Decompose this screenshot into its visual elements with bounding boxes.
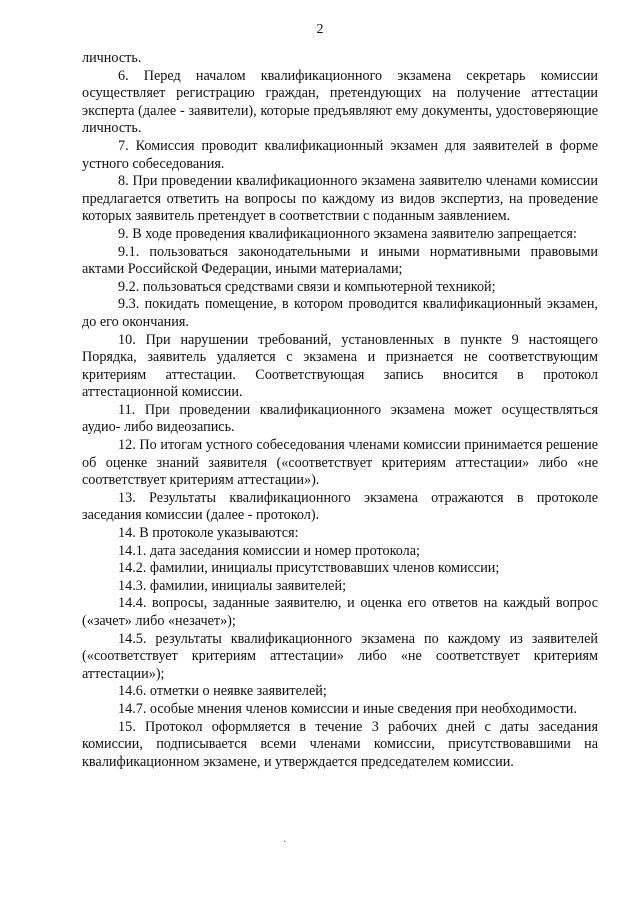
paragraph: 12. По итогам устного собеседования членами комиссии принимается решение об оценке знаний заявителя («соответствует критериям аттестации» либо «не соответствует критериям аттестации»). (82, 437, 598, 489)
paragraph: 10. При нарушении требований, установленных в пункте 9 настоящего Порядка, заявитель удаляется с экзамена и признается не соответствующим критериям аттестации. Соответствующая запись вносится в протокол аттестационной комиссии. (82, 331, 598, 401)
page-number: 2 (316, 22, 324, 37)
paragraph: 7. Комиссия проводит квалификационный экзамен для заявителей в форме устного собеседования. (82, 137, 598, 172)
paragraph: 9. В ходе проведения квалификационного экзамена заявителю запрещается: (118, 225, 577, 242)
paragraph: 9.1. пользоваться законодательными и иными нормативными правовыми актами Российской Федерации, иными материалами; (82, 243, 598, 278)
paragraph: личность. (82, 50, 142, 66)
paragraph: 8. При проведении квалификационного экзамена заявителю членами комиссии предлагается ответить на вопросы по каждому из видов экспертиз, на проведение которых заявитель претендует в соответствии с поданным заявлением. (82, 173, 598, 225)
paragraph: 14.1. дата заседания комиссии и номер протокола; (118, 542, 421, 559)
paragraph: 6. Перед началом квалификационного экзамена секретарь комиссии осуществляет регистрацию граждан, претендующих на получение аттестации эксперта (далее - заявители), которые предъявляют ему документы, удостоверяющие личность. (82, 67, 598, 137)
paragraph: 14. В протоколе указываются: (118, 525, 299, 542)
paragraph: 14.4. вопросы, заданные заявителю, и оценка его ответов на каждый вопрос («зачет» либо «незачет»); (82, 595, 598, 629)
paragraph: 14.6. отметки о неявке заявителей; (118, 683, 327, 700)
paragraph: 14.7. особые мнения членов комиссии и иные сведения при необходимости. (118, 700, 577, 717)
paragraph: 14.2. фамилии, инициалы присутствовавших членов комиссии; (118, 560, 500, 577)
paragraph: 11. При проведении квалификационного экзамена может осуществляться аудио- либо видеозапись. (82, 401, 598, 436)
paragraph: 13. Результаты квалификационного экзамена отражаются в протоколе заседания комиссии (далее - протокол). (82, 489, 598, 524)
paragraph: 15. Протокол оформляется в течение 3 рабочих дней с даты заседания комиссии, подписывается всеми членами комиссии, присутствовавшими на квалификационном экзамене, и утверждается председателем комиссии. (82, 718, 598, 770)
paragraph: 14.5. результаты квалификационного экзамена по каждому из заявителей («соответствует критериям аттестации» либо «не соответствует критериям аттестации»); (82, 630, 598, 682)
scan-mark: · (283, 837, 287, 848)
paragraph: 9.3. покидать помещение, в котором проводится квалификационный экзамен, до его окончания. (82, 296, 598, 330)
paragraph: 9.2. пользоваться средствами связи и компьютерной техникой; (118, 278, 496, 295)
document-body (82, 50, 598, 771)
paragraph: 14.3. фамилии, инициалы заявителей; (118, 577, 347, 594)
